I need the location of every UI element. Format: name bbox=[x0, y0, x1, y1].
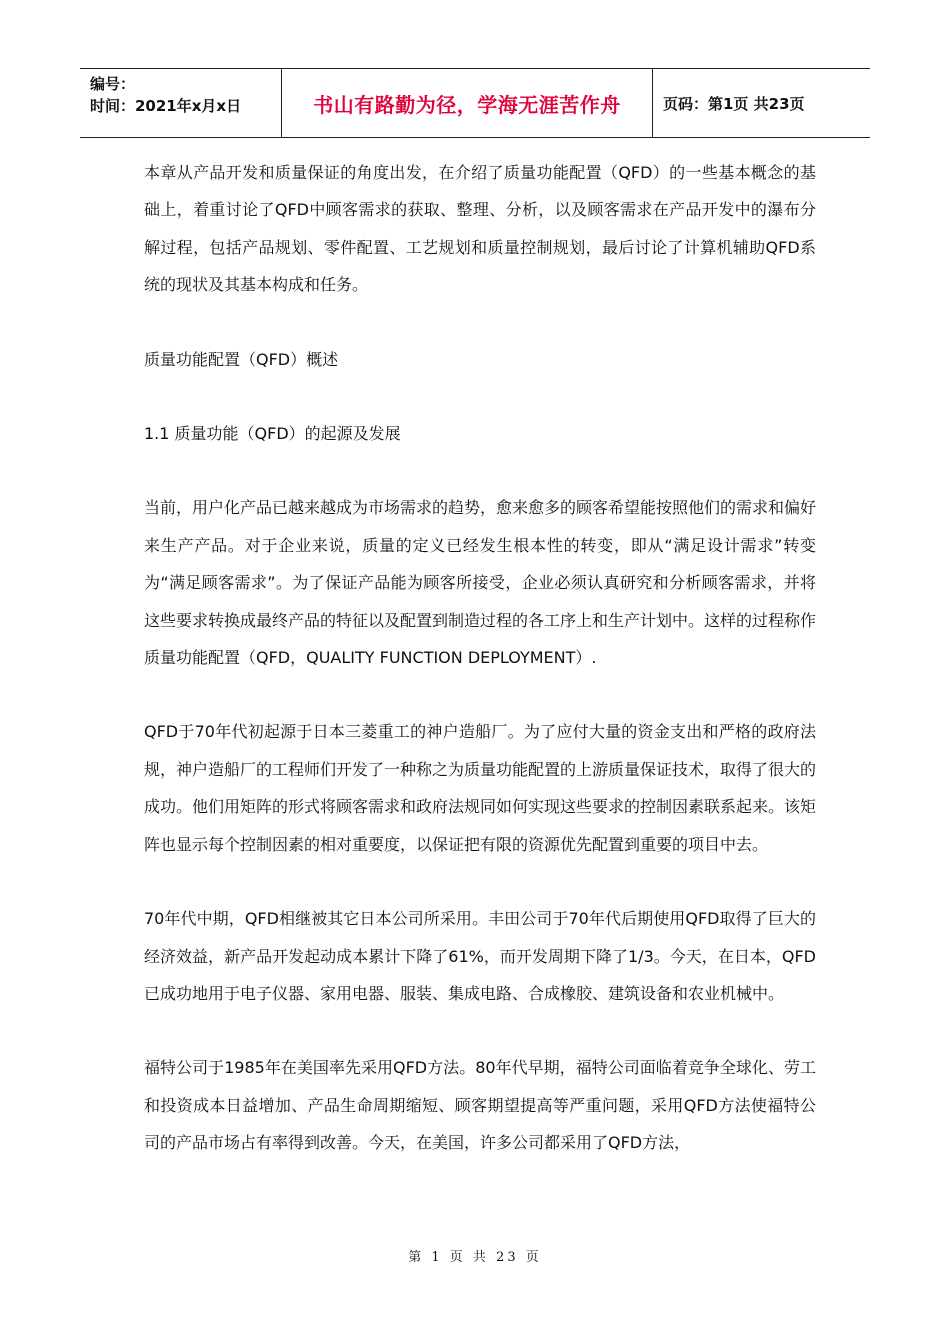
intro-paragraph: 本章从产品开发和质量保证的角度出发，在介绍了质量功能配置（QFD）的一些基本概念的基础上，着重讨论了QFD中顾客需求的获取、整理、分析，以及顾客需求在产品开发中的瀑布分解过程，包括产品规划、零件配置、工艺规划和质量控制规划，最后讨论了计算机辅助QFD系统的现状及其基本构成和任务。 bbox=[144, 163, 816, 295]
page-footer: 第 1 页 共 23 页 bbox=[408, 1250, 542, 1265]
paragraph-spacer bbox=[144, 676, 816, 713]
header-motto: 书山有路勤为径，学海无涯苦作舟 bbox=[282, 69, 653, 137]
paragraph-spacer bbox=[144, 863, 816, 900]
header-page-number: 页码：第1页 共23页 bbox=[663, 94, 805, 113]
subsection-heading: 1.1 质量功能（QFD）的起源及发展 bbox=[144, 424, 401, 444]
paragraph-spacer bbox=[144, 1012, 816, 1049]
paragraph-spacer bbox=[144, 378, 816, 415]
document-body bbox=[144, 154, 816, 1162]
document-number-label: 编号： bbox=[90, 75, 136, 93]
paragraph-spacer bbox=[144, 304, 816, 341]
paragraph-spacer bbox=[144, 452, 816, 489]
header-meta bbox=[80, 69, 282, 137]
body-paragraph: 70年代中期，QFD相继被其它日本公司所采用。丰田公司于70年代后期使用QFD取得了巨大的经济效益，新产品开发起动成本累计下降了61%，而开发周期下降了1/3。今天，在日本，QFD已成功地用于电子仪器、家用电器、服装、集成电路、合成橡胶、建筑设备和农业机械中。 bbox=[144, 909, 816, 1003]
body-paragraph: 当前，用户化产品已越来越成为市场需求的趋势，愈来愈多的顾客希望能按照他们的需求和偏好来生产产品。对于企业来说，质量的定义已经发生根本性的转变，即从“满足设计需求”转变为“满足顾客需求”。为了保证产品能为顾客所接受，企业必须认真研究和分析顾客需求，并将这些要求转换成最终产品的特征以及配置到制造过程的各工序上和生产计划中。这样的过程称作质量功能配置（QFD，QUALITY FUNCTION DEPLOYMENT）. bbox=[144, 498, 817, 668]
section-heading: 质量功能配置（QFD）概述 bbox=[144, 349, 339, 369]
page-header bbox=[80, 68, 870, 138]
body-paragraph: QFD于70年代初起源于日本三菱重工的神户造船厂。为了应付大量的资金支出和严格的政府法规，神户造船厂的工程师们开发了一种称之为质量功能配置的上游质量保证技术，取得了很大的成功。他们用矩阵的形式将顾客需求和政府法规同如何实现这些要求的控制因素联系起来。该矩阵也显示每个控制因素的相对重要度，以保证把有限的资源优先配置到重要的项目中去。 bbox=[144, 722, 817, 854]
document-date: 时间：2021年x月x日 bbox=[90, 97, 242, 115]
body-paragraph: 福特公司于1985年在美国率先采用QFD方法。80年代早期，福特公司面临着竞争全球化、劳工和投资成本日益增加、产品生命周期缩短、顾客期望提高等严重问题，采用QFD方法使福特公司的产品市场占有率得到改善。今天，在美国，许多公司都采用了QFD方法， bbox=[144, 1058, 816, 1153]
